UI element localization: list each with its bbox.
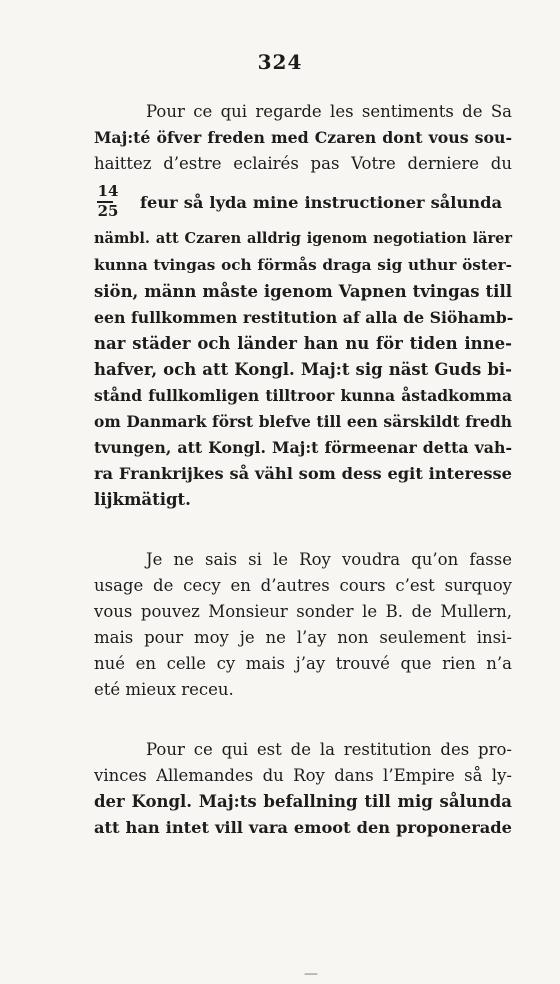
text-line: feur så lyda mine instructioner sålunda bbox=[140, 193, 502, 212]
text-line: Pour ce qui regarde les sentiments de Sa bbox=[146, 102, 512, 121]
text-line: nar städer och länder han nu för tiden inne- bbox=[94, 334, 512, 353]
text-line: Je ne sais si le Roy voudra qu’on fasse bbox=[146, 550, 512, 569]
text-line: een fullkommen restitution af alla de Siöhamb- bbox=[94, 308, 514, 327]
text-line: vinces Allemandes du Roy dans l’Empire så ly- bbox=[94, 766, 512, 785]
text-line: Pour ce qui est de la restitution des pro- bbox=[146, 740, 512, 759]
text-line: usage de cecy en d’autres cours c’est surquoy bbox=[94, 576, 512, 595]
text-line: om Danmark först blefve till een särskildt fredh bbox=[94, 412, 512, 431]
text-line: nämbl. att Czaren alldrig igenom negotiation lärer bbox=[94, 230, 512, 247]
text-line: ra Frankrijkes så vähl som dess egit interesse bbox=[94, 464, 512, 483]
date-fraction-numerator: 14 bbox=[97, 182, 119, 200]
text-line: Maj:té öfver freden med Czaren dont vous sou- bbox=[94, 128, 512, 147]
text-line: att han intet vill vara emoot den proponerade bbox=[94, 818, 512, 837]
text-line: tvungen, att Kongl. Maj:t förmeenar detta vah- bbox=[94, 438, 512, 457]
text-line: eté mieux receu. bbox=[94, 680, 234, 699]
text-line: siön, männ måste igenom Vapnen tvingas till bbox=[94, 282, 512, 301]
catchword-mark: — bbox=[304, 966, 318, 982]
text-line: stånd fullkomligen tilltroor kunna åstadkomma bbox=[94, 386, 512, 405]
text-line: haittez d’estre eclairés pas Votre derniere du bbox=[94, 154, 512, 173]
text-line: vous pouvez Monsieur sonder le B. de Mullern, bbox=[94, 602, 512, 621]
text-line: nué en celle cy mais j’ay trouvé que rien n’a bbox=[94, 654, 512, 673]
text-line: kunna tvingas och förmås draga sig uthur öster- bbox=[94, 256, 512, 274]
text-line: mais pour moy je ne l’ay non seulement insi- bbox=[94, 628, 512, 647]
date-fraction-denominator: 25 bbox=[97, 202, 119, 220]
text-line: hafver, och att Kongl. Maj:t sig näst Guds bi- bbox=[94, 360, 512, 379]
text-line: der Kongl. Maj:ts befallning till mig sålunda bbox=[94, 792, 512, 811]
page-number: 324 bbox=[257, 50, 303, 74]
text-line: lijkmätigt. bbox=[94, 490, 191, 509]
